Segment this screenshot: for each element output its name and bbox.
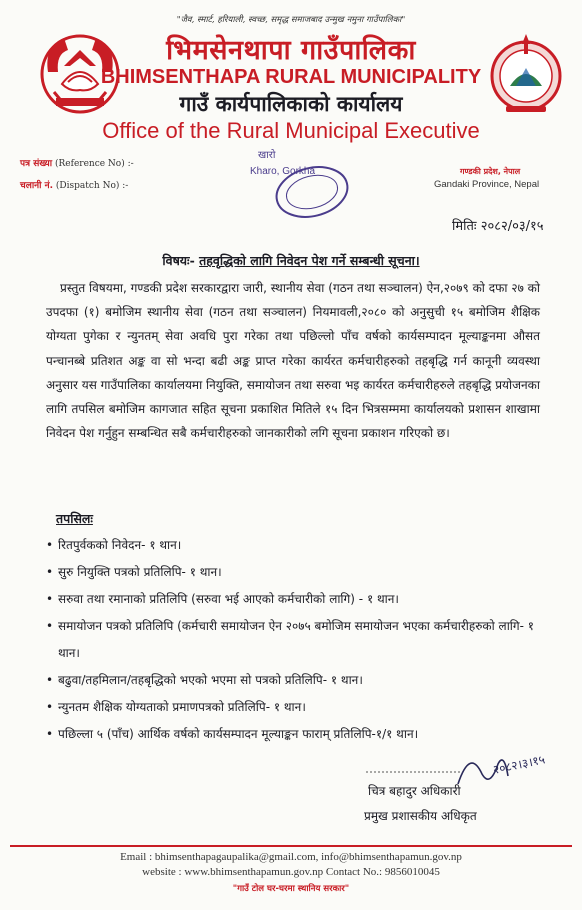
signatory-title: प्रमुख प्रशासकीय अधिकृत [364,809,477,823]
dispatch-number-row [20,178,128,191]
date-row [452,216,544,234]
list-item: • सुरु नियुक्ति पत्रको प्रतिलिपि- १ थान। [46,559,536,586]
office-title-nepali: गाउँ कार्यपालिकाको कार्यालय [179,92,403,116]
list-item: • सरुवा तथा रमानाको प्रतिलिपि (सरुवा भई आएको कर्मचारीको लागि) - १ थान। [46,586,536,613]
dispatch-label: चलानी नं. [20,181,54,191]
list-item: • बढुवा/तहमिलान/तहबृद्धिको भएको भएमा सो पत्रको प्रतिलिपि- १ थान। [46,667,536,694]
document-list [46,532,536,748]
list-heading: तपसिलः [56,511,93,526]
municipality-title-nepali: भिमसेनथापा गाउँपालिका [166,35,416,66]
date-value: २०८२/०३/१५ [480,219,544,234]
province-nepali: गण्डकी प्रदेश, नेपाल [460,167,521,176]
office-title-english: Office of the Rural Municipal Executive [102,118,480,143]
list-item: • न्युनतम शैक्षिक योग्यताको प्रमाणपत्रको प्रतिलिपि- १ थान। [46,694,536,721]
slogan: "जैव, स्मार्ट, हरियाली, स्वच्छ, समृद्ध समाजबाद उन्मुख नमुना गाउँपालिका" [176,15,406,25]
reference-label-en: (Reference No) :- [55,159,134,169]
notice-body: प्रस्तुत विषयमा, गण्डकी प्रदेश सरकारद्वारा जारी, स्थानीय सेवा (गठन तथा सञ्चालन) ऐन,२०७९ को दफा २७ को उपदफा (१) बमोजिम स्थानीय सेवा (गठन तथा सञ्चालन) नियमावली,२०८० को अनुसुची १५ बमोजिम शैक्षिक योग्यता पुगेका र न्युनतम् सेवा अवधि पुरा गरेका तथा पछिल्लो पाँच वर्षको कार्यसम्पादन मूल्याङ्कनमा औसत पन्चानब्बे प्रतिशत अङ्क वा सो भन्दा बढी अङ्क प्राप्त गरेका कार्यरत कर्मचारीहरुको तहबृद्धि गर्न कानूनी व्यवस्था अनुसार यस गाउँपालिका कार्यालयमा नियुक्ति, समायोजन तथा सरुवा भइ कार्यरत कर्मचारीहरुले तहबृद्धि प्रयोजनका लागि तपसिल बमोजिम कागजात सहित सूचना प्रकाशित मितिले १५ दिन भित्रसम्ममा कार्यालयको प्रशासन शाखामा निवेदन पेश गर्नुहुन सम्बन्धित सबै कर्मचारीहरुको जानकारीको लगि सूचना प्रकाशन गरिएको छ। [46,281,540,441]
office-stamp-icon [250,146,370,220]
footer-motto: "गाउँ टोल घर-घरमा स्थानिय सरकार" [232,884,350,894]
dispatch-label-en: (Dispatch No) :- [55,181,129,191]
municipality-title-english: BHIMSENTHAPA RURAL MUNICIPALITY [100,66,482,88]
reference-label: पत्र संख्या [20,159,53,169]
footer-email: Email : bhimsenthapagaupalika@gmail.com, info@bhimsenthapamun.gov.np [120,851,462,863]
stamp-line-2: Kharo, Gorkha [250,166,316,177]
subject-label: विषयः- [162,253,195,268]
footer-website: website : www.bhimsenthapamun.gov.np Contact No.: 9856010045 [142,866,440,878]
footer-divider [10,845,572,847]
date-label: मितिः [452,219,477,234]
subject-line [0,252,582,269]
signature-date: २०८२।३।१५ [491,752,547,777]
signatory-name: चित्र बहादुर अधिकारी [368,784,461,798]
stamp-line-1: खारो [258,150,276,161]
reference-number-row [20,156,134,169]
list-item: • रितपुर्वकको निवेदन- १ थान। [46,532,536,559]
list-item: • समायोजन पत्रको प्रतिलिपि (कर्मचारी समायोजन ऐन २०७५ बमोजिम समायोजन भएका कर्मचारीहरुको लागि- १ थान। [46,613,536,667]
list-item: • पछिल्ला ५ (पाँच) आर्थिक वर्षको कार्यसम्पादन मूल्याङ्कन फाराम् प्रतिलिपि-१/१ थान। [46,721,536,748]
subject-text: तहवृद्धिको लागि निवेदन पेश गर्ने सम्बन्धी सूचना। [199,253,420,268]
province-english: Gandaki Province, Nepal [434,179,540,190]
